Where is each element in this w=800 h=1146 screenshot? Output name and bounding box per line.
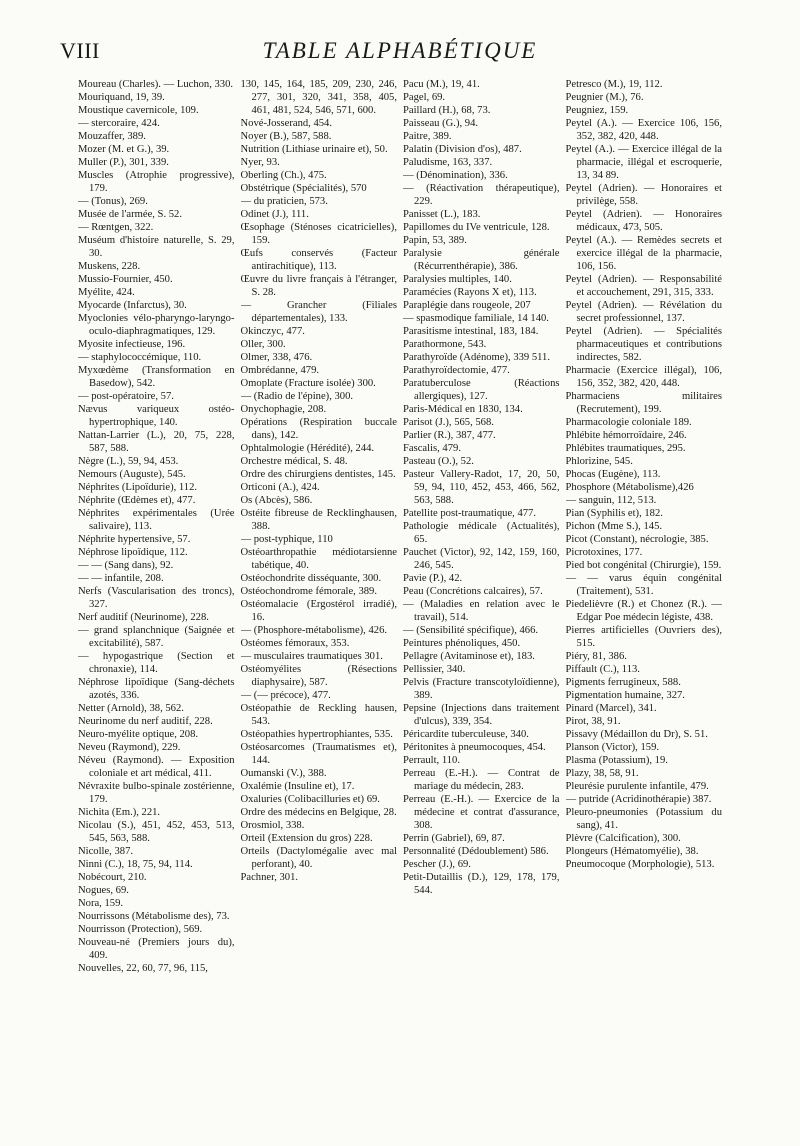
index-entry: Parlier (R.), 387, 477.: [403, 430, 496, 441]
index-entry: Nemours (Auguste), 545.: [78, 469, 186, 480]
index-entry: Piéry, 81, 386.: [565, 651, 627, 662]
index-entry: Plongeurs (Hématomyélie), 38.: [565, 846, 699, 857]
index-entry: Ostéochondrite disséquante, 300.: [240, 573, 382, 584]
index-entry: Peugniez, 159.: [565, 105, 629, 116]
index-entry: Oxalémie (Insuline et), 17.: [240, 781, 355, 792]
index-entry: Œufs conservés (Facteur antirachitique), 113.: [240, 248, 397, 272]
index-entry: Néveu (Raymond). — Exposition coloniale et art médical, 411.: [78, 755, 235, 779]
index-entry: Olmer, 338, 476.: [240, 352, 313, 363]
index-entry: Personnalité (Dédoublement) 586.: [403, 846, 549, 857]
index-entry: Parisot (J.), 565, 568.: [403, 417, 494, 428]
index-entry: Nobécourt, 210.: [78, 872, 147, 883]
index-entry: Nattan-Larrier (L.), 20, 75, 228, 587, 588.: [78, 430, 235, 454]
index-entry: Ombrédanne, 479.: [240, 365, 320, 376]
index-entry: Œsophage (Sténoses cicatricielles), 159.: [240, 222, 397, 246]
index-entry: — grand splanchnique (Saignée et excitabilité), 587.: [78, 625, 235, 649]
index-entry: Néphrite (Œdèmes et), 477.: [78, 495, 196, 506]
index-entry: — (Radio de l'épine), 300.: [240, 391, 354, 402]
index-entry: Nogues, 69.: [78, 885, 129, 896]
index-entry: Oller, 300.: [240, 339, 286, 350]
index-entry: Péricardite tuberculeuse, 340.: [403, 729, 529, 740]
index-entry: Pagel, 69.: [403, 92, 446, 103]
index-entry: Nyer, 93.: [240, 157, 280, 168]
index-entry: Nouveau-né (Premiers jours du), 409.: [78, 937, 235, 961]
index-entry: Peytel (A.). — Exercice 106, 156, 352, 382, 420, 448.: [565, 118, 722, 142]
page-title: TABLE ALPHABÉTIQUE: [262, 38, 538, 63]
index-entry: — (Phosphore-métabolisme), 426.: [240, 625, 388, 636]
index-entry: Parathormone, 543.: [403, 339, 487, 350]
index-entry: — (Réactivation thérapeutique), 229.: [403, 183, 560, 207]
index-entry: — Rœntgen, 322.: [78, 222, 154, 233]
index-entry: Pescher (J.), 69.: [403, 859, 471, 870]
index-entry: Phlébites traumatiques, 295.: [565, 443, 686, 454]
index-entry: Pigmentation humaine, 327.: [565, 690, 685, 701]
index-entry: Nutrition (Lithiase urinaire et), 50.: [240, 144, 388, 155]
index-entry: Myocarde (Infarctus), 30.: [78, 300, 187, 311]
index-entry: Papin, 53, 389.: [403, 235, 467, 246]
index-entry: Pied bot congénital (Chirurgie), 159.: [565, 560, 722, 571]
index-entry: — stercoraire, 424.: [78, 118, 160, 129]
index-entry: Peau (Concrétions calcaires), 57.: [403, 586, 543, 597]
index-entry: Pian (Syphilis et), 182.: [565, 508, 663, 519]
index-entry: Okinczyc, 477.: [240, 326, 305, 337]
index-entry: Palatin (Division d'os), 487.: [403, 144, 522, 155]
index-entry: Neuro-myélite optique, 208.: [78, 729, 199, 740]
index-entry: Nové-Josserand, 454.: [240, 118, 333, 129]
index-entry: Perrin (Gabriel), 69, 87.: [403, 833, 505, 844]
index-entry: Pathologie médicale (Actualités), 65.: [403, 521, 560, 545]
index-entry: Noyer (B.), 587, 588.: [240, 131, 332, 142]
index-entry: Parathyroïde (Adénome), 339 511.: [403, 352, 550, 363]
index-columns: [78, 78, 722, 1138]
index-entry: Pelvis (Fracture transcotyloïdienne), 389.: [403, 677, 560, 701]
index-entry: Peytel (Adrien). — Révélation du secret professionnel, 137.: [565, 300, 722, 324]
index-entry: Pellagre (Avitaminose et), 183.: [403, 651, 535, 662]
index-entry: Muller (P.), 301, 339.: [78, 157, 169, 168]
index-entry: Névraxite bulbo-spinale zostérienne, 179.: [78, 781, 235, 805]
index-entry: Ostéochondrome fémorale, 389.: [240, 586, 377, 597]
index-entry: Pleurésie purulente infantile, 479.: [565, 781, 709, 792]
index-entry: Ostéoarthropathie médiotarsienne tabétique, 40.: [240, 547, 397, 571]
index-entry: Ostéopathies hypertrophiantes, 535.: [240, 729, 393, 740]
index-entry: Peytel (Adrien). — Spécialités pharmaceutiques et contributions indirectes, 582.: [565, 326, 722, 363]
index-entry: Muséum d'histoire naturelle, S. 29, 30.: [78, 235, 235, 259]
index-column-4: [566, 78, 723, 1138]
index-entry: Piffault (C.), 113.: [565, 664, 640, 675]
index-entry: Omoplate (Fracture isolée) 300.: [240, 378, 376, 389]
index-entry: Muscles (Atrophie progressive), 179.: [78, 170, 235, 194]
index-entry: Parathyroïdectomie, 477.: [403, 365, 510, 376]
index-entry: — musculaires traumatiques 301.: [240, 651, 383, 662]
index-entry: Plasma (Potassium), 19.: [565, 755, 668, 766]
index-entry: Orteils (Dactylomégalie avec mal perforant), 40.: [240, 846, 397, 870]
index-entry: Panisset (L.), 183.: [403, 209, 481, 220]
index-entry: Paris-Médical en 1830, 134.: [403, 404, 523, 415]
index-entry: Perrault, 110.: [403, 755, 460, 766]
index-entry: Pasteur Vallery-Radot, 17, 20, 50, 59, 94, 110, 452, 453, 466, 562, 563, 588.: [403, 469, 560, 506]
index-entry: — (Maladies en relation avec le travail), 514.: [403, 599, 560, 623]
index-entry: Néphrose lipoïdique (Sang-déchets azotés, 336.: [78, 677, 235, 701]
index-entry: Orticoni (A.), 424.: [240, 482, 320, 493]
index-entry: Néphrites expérimentales (Urée salivaire), 113.: [78, 508, 235, 532]
index-entry: Parasitisme intestinal, 183, 184.: [403, 326, 539, 337]
index-entry: Piedelièvre (R.) et Chonez (R.). — Edgar Poe médecin légiste, 438.: [565, 599, 722, 623]
index-entry: Pavie (P.), 42.: [403, 573, 463, 584]
index-entry: Néphrite hypertensive, 57.: [78, 534, 191, 545]
index-entry: Picot (Constant), nécrologie, 385.: [565, 534, 709, 545]
index-entry: Pneumocoque (Morphologie), 513.: [565, 859, 715, 870]
index-entry: Patellite post-traumatique, 477.: [403, 508, 536, 519]
index-entry: Nora, 159.: [78, 898, 124, 909]
index-entry: — Grancher (Filiales départementales), 133.: [240, 300, 397, 324]
index-entry: Orteil (Extension du gros) 228.: [240, 833, 373, 844]
index-entry: Peugnier (M.), 76.: [565, 92, 644, 103]
index-entry: Peytel (A.). — Exercice illégal de la pharmacie, illégal et escroquerie, 13, 34 89.: [565, 144, 722, 181]
index-entry: Pauchet (Victor), 92, 142, 159, 160, 246, 545.: [403, 547, 560, 571]
index-entry: Myosite infectieuse, 196.: [78, 339, 186, 350]
index-entry: Nerfs (Vascularisation des troncs), 327.: [78, 586, 235, 610]
index-entry: Os (Abcès), 586.: [240, 495, 313, 506]
index-entry: — hypogastrique (Section et chronaxie), 114.: [78, 651, 235, 675]
index-entry: Mussio-Fournier, 450.: [78, 274, 173, 285]
index-entry: Mouzaffer, 389.: [78, 131, 146, 142]
index-entry: Ordre des chirurgiens dentistes, 145.: [240, 469, 396, 480]
index-entry: Ostéomes fémoraux, 353.: [240, 638, 350, 649]
index-entry: — spasmodique familiale, 14 140.: [403, 313, 549, 324]
index-entry: Pissavy (Médaillon du Dr), S. 51.: [565, 729, 708, 740]
index-entry: Pirot, 38, 91.: [565, 716, 621, 727]
index-entry: Paludisme, 163, 337.: [403, 157, 493, 168]
index-entry: Planson (Victor), 159.: [565, 742, 660, 753]
index-entry: — (— précoce), 477.: [240, 690, 331, 701]
index-entry: Neurinome du nerf auditif, 228.: [78, 716, 213, 727]
index-entry: Obstétrique (Spécialités), 570: [240, 183, 367, 194]
index-entry: Papillomes du IVe ventricule, 128.: [403, 222, 550, 233]
index-entry: Fascalis, 479.: [403, 443, 461, 454]
index-entry: Plazy, 38, 58, 91.: [565, 768, 639, 779]
index-column-3: [403, 78, 560, 1138]
index-entry: Pacu (M.), 19, 41.: [403, 79, 480, 90]
index-entry: Pharmacologie coloniale 189.: [565, 417, 692, 428]
index-entry: Moureau (Charles). — Luchon, 330.: [78, 79, 234, 90]
index-entry: — (Tonus), 269.: [78, 196, 148, 207]
index-entry: Peytel (Adrien). — Honoraires médicaux, 473, 505.: [565, 209, 722, 233]
index-entry: Pasteau (O.), 52.: [403, 456, 474, 467]
index-entry: Paillard (H.), 68, 73.: [403, 105, 491, 116]
index-entry: Paramécies (Rayons X et), 113.: [403, 287, 537, 298]
index-entry: — — varus équin congénital (Traitement), 531.: [565, 573, 722, 597]
index-entry: Ordre des médecins en Belgique, 28.: [240, 807, 397, 818]
index-entry: Pellissier, 340.: [403, 664, 466, 675]
index-entry: Mozer (M. et G.), 39.: [78, 144, 170, 155]
index-entry: Péritonites à pneumocoques, 454.: [403, 742, 546, 753]
index-entry: Paraplégie dans rougeole, 207: [403, 300, 531, 311]
page-number: VIII: [60, 38, 100, 63]
index-entry: Nourrissons (Métabolisme des), 73.: [78, 911, 230, 922]
index-entry: Phosphore (Métabolisme),426: [565, 482, 694, 493]
index-entry: Oumanski (V.), 388.: [240, 768, 327, 779]
index-entry: Pharmaciens militaires (Recrutement), 199.: [565, 391, 722, 415]
index-entry: Opérations (Respiration buccale dans), 142.: [240, 417, 397, 441]
index-entry: Neveu (Raymond), 229.: [78, 742, 181, 753]
index-entry: — staphylococcémique, 110.: [78, 352, 202, 363]
index-entry: Paratuberculose (Réactions allergiques), 127.: [403, 378, 560, 402]
index-entry: Peytel (Adrien). — Responsabilité et accouchement, 291, 315, 333.: [565, 274, 722, 298]
index-entry: Pleuro-pneumonies (Potassium du sang), 41.: [565, 807, 722, 831]
index-entry: Phlorizine, 545.: [565, 456, 633, 467]
index-entry: — (Dénomination), 336.: [403, 170, 508, 181]
index-entry: Ophtalmologie (Hérédité), 244.: [240, 443, 375, 454]
index-entry: Pigments ferrugineux, 588.: [565, 677, 681, 688]
index-entry: Pharmacie (Exercice illégal), 106, 156, 352, 382, 420, 448.: [565, 365, 722, 389]
index-entry: Ostéopathie de Reckling hausen, 543.: [240, 703, 397, 727]
index-entry: Onychophagie, 208.: [240, 404, 327, 415]
index-entry: Mouriquand, 19, 39.: [78, 92, 165, 103]
index-entry: Picrotoxines, 177.: [565, 547, 643, 558]
index-entry: Moustique cavernicole, 109.: [78, 105, 199, 116]
index-entry: Paralysies multiples, 140.: [403, 274, 512, 285]
index-entry: Ostéosarcomes (Traumatismes et), 144.: [240, 742, 397, 766]
page-header: [60, 38, 740, 68]
index-entry: Pepsine (Injections dans traitement d'ulcus), 339, 354.: [403, 703, 560, 727]
index-entry: Odinet (J.), 111.: [240, 209, 309, 220]
index-entry: Ostéomalacie (Ergostérol irradié), 16.: [240, 599, 397, 623]
index-entry: Perreau (E.-H.). — Exercice de la médecine et contrat d'assurance, 308.: [403, 794, 560, 831]
index-entry: Nichita (Em.), 221.: [78, 807, 161, 818]
index-entry: Nicolle, 387.: [78, 846, 134, 857]
index-column-1: [78, 78, 235, 1138]
index-column-2: [241, 78, 398, 1138]
index-entry: Orosmiol, 338.: [240, 820, 305, 831]
index-entry: Myélite, 424.: [78, 287, 135, 298]
index-entry: Petresco (M.), 19, 112.: [565, 79, 663, 90]
index-entry: Ostéomyélites (Résections diaphysaire), 587.: [240, 664, 397, 688]
index-entry: Myoclonies vélo-pharyngo-laryngo-oculo-diaphragmatiques, 129.: [78, 313, 235, 337]
index-entry: Nicolau (S.), 451, 452, 453, 513, 545, 563, 588.: [78, 820, 235, 844]
index-entry: — du praticien, 573.: [240, 196, 328, 207]
index-entry: Pierres artificielles (Ouvriers des), 515.: [565, 625, 722, 649]
index-entry: Perreau (E.-H.). — Contrat de mariage du médecin, 283.: [403, 768, 560, 792]
index-entry: Nerf auditif (Neurinome), 228.: [78, 612, 209, 623]
index-entry: Peytel (Adrien). — Honoraires et privilège, 558.: [565, 183, 722, 207]
index-entry: — putride (Acridinothérapie) 387.: [565, 794, 712, 805]
index-entry: Nouvelles, 22, 60, 77, 96, 115,: [78, 963, 208, 974]
index-entry: Paitre, 389.: [403, 131, 452, 142]
index-entry: Myxœdème (Transformation en Basedow), 542.: [78, 365, 235, 389]
index-entry: Phlébite hémorroïdaire, 246.: [565, 430, 687, 441]
index-entry: Pichon (Mme S.), 145.: [565, 521, 663, 532]
index-entry: Ninni (C.), 18, 75, 94, 114.: [78, 859, 193, 870]
index-entry: Muskens, 228.: [78, 261, 141, 272]
index-entry: Orchestre médical, S. 48.: [240, 456, 348, 467]
index-entry: Musée de l'armée, S. 52.: [78, 209, 182, 220]
index-entry: — — infantile, 208.: [78, 573, 164, 584]
index-entry: — post-opératoire, 57.: [78, 391, 174, 402]
index-entry: 130, 145, 164, 185, 209, 230, 246, 277, 301, 320, 341, 358, 405, 461, 481, 524, 546, 571, 600.: [240, 79, 397, 116]
index-entry: — (Sensibilité spécifique), 466.: [403, 625, 539, 636]
index-entry: — post-typhique, 110: [240, 534, 333, 545]
index-entry: Netter (Arnold), 38, 562.: [78, 703, 184, 714]
index-entry: — — (Sang dans), 92.: [78, 560, 174, 571]
index-entry: Peintures phénoliques, 450.: [403, 638, 521, 649]
index-entry: Plèvre (Calcification), 300.: [565, 833, 681, 844]
index-entry: Œuvre du livre français à l'étranger, S. 28.: [240, 274, 397, 298]
index-entry: Néphrose lipoïdique, 112.: [78, 547, 188, 558]
index-entry: Nègre (L.), 59, 94, 453.: [78, 456, 179, 467]
index-entry: Oberling (Ch.), 475.: [240, 170, 327, 181]
index-entry: Oxaluries (Colibacilluries et) 69.: [240, 794, 380, 805]
index-entry: Petit-Dutaillis (D.), 129, 178, 179, 544.: [403, 872, 560, 896]
index-entry: Peytel (A.). — Remèdes secrets et exercice illégal de la pharmacie, 106, 156.: [565, 235, 722, 272]
index-entry: Pachner, 301.: [240, 872, 299, 883]
index-entry: Pinard (Marcel), 341.: [565, 703, 657, 714]
index-entry: Nævus variqueux ostéo-hypertrophique, 140.: [78, 404, 235, 428]
index-entry: Ostéite fibreuse de Recklinghausen, 388.: [240, 508, 397, 532]
index-entry: Néphrites (Lipoïdurie), 112.: [78, 482, 198, 493]
index-entry: Phocas (Eugène), 113.: [565, 469, 661, 480]
index-entry: — sanguin, 112, 513.: [565, 495, 657, 506]
index-entry: Paisseau (G.), 94.: [403, 118, 479, 129]
index-entry: Nourrisson (Protection), 569.: [78, 924, 203, 935]
index-entry: Paralysie générale (Récurrenthérapie), 386.: [403, 248, 560, 272]
